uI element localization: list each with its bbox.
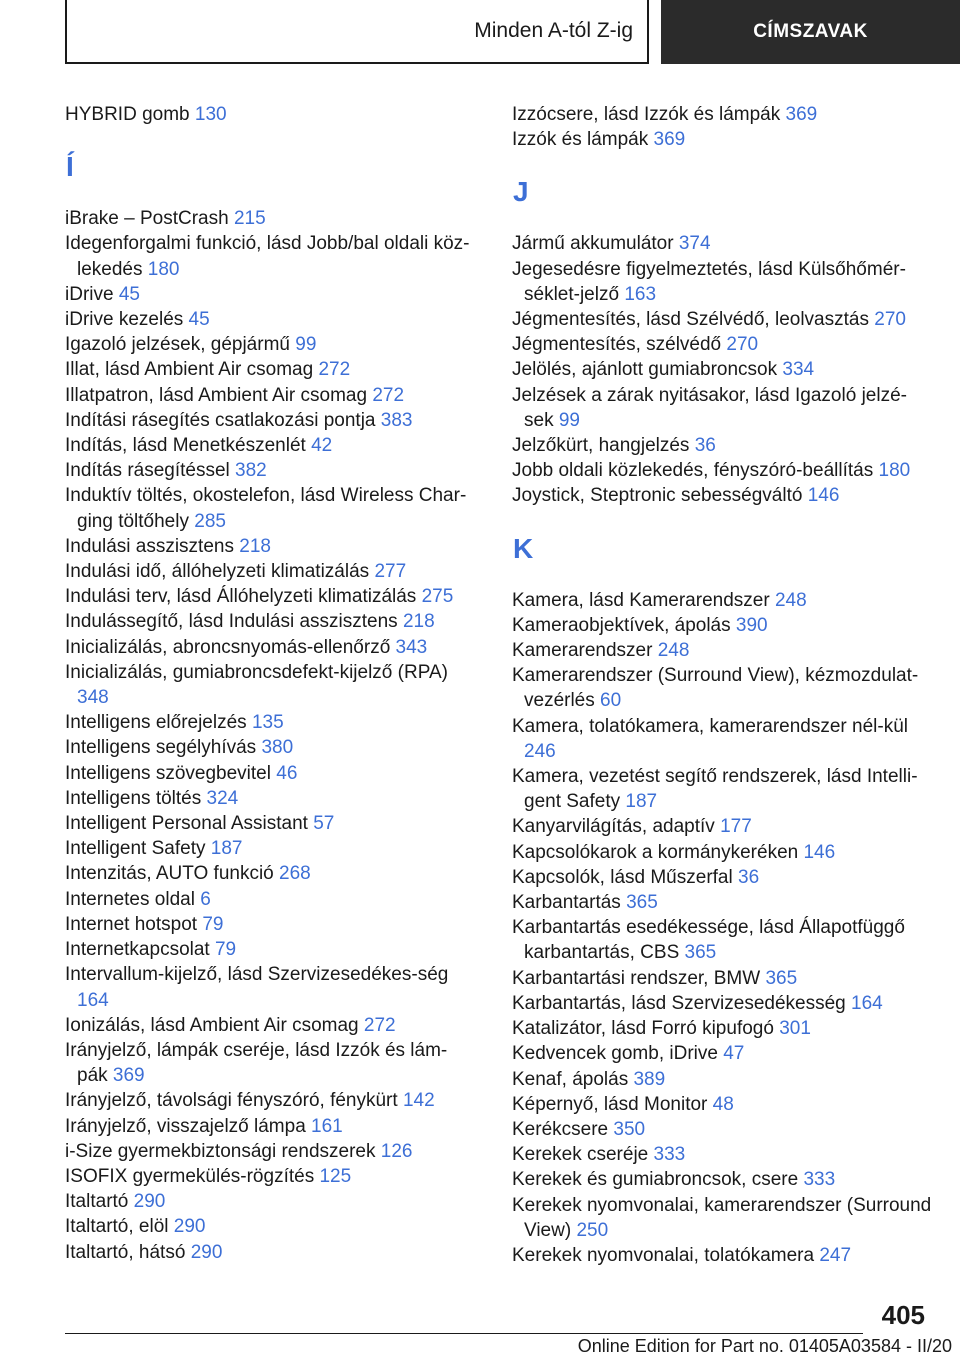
index-term: Karbantartás [512,892,621,914]
index-term: Intelligens töltés [65,787,202,809]
index-entry [65,1139,475,1164]
page-reference-link[interactable]: 350 [613,1118,646,1140]
index-term: Idegenforgalmi funkció, lásd Jobb/bal oldali köz-lekedés [65,233,470,280]
page-reference-link[interactable]: 218 [239,535,271,557]
page-reference-link[interactable]: 382 [235,460,267,482]
index-entry [65,1189,475,1214]
index-entry [512,1243,932,1268]
index-term: Kenaf, ápolás [512,1068,629,1090]
index-term: Inicializálás, gumiabroncsdefekt-kijelző (RPA) [65,661,448,683]
index-entry [65,660,475,710]
index-entry [65,231,475,281]
edition-footer: Online Edition for Part no. 01405A03584 - II/20 [577,1336,952,1356]
index-term: iDrive kezelés [65,309,184,331]
index-term: Kameraobjektívek, ápolás [512,614,731,636]
index-term: Kamera, vezetést segítő rendszerek, lásd Intelli-gent Safety [512,766,918,813]
page-reference-link[interactable]: 290 [133,1191,166,1213]
index-term: iDrive [65,283,114,305]
index-entry [65,811,475,836]
index-term: i-Size gyermekbiztonsági rendszerek [65,1140,376,1162]
index-term: Intelligens előrejelzés [65,712,247,734]
page-reference-link[interactable]: 333 [803,1169,836,1191]
index-entry [65,887,475,912]
index-entry [512,102,932,127]
section-tab [65,0,649,64]
index-term: Kamerarendszer (Surround View), kézmozdulat-vezérlés [512,665,919,712]
index-entry [65,1088,475,1113]
index-term: Intervallum-kijelző, lásd Szervizesedékes-ség [65,964,449,986]
index-term: Intenzitás, AUTO funkció [65,863,274,885]
index-entry [65,912,475,937]
index-entry [65,1038,475,1088]
page-reference-link[interactable]: 46 [276,762,298,784]
page-reference-link[interactable]: 348 [77,687,109,709]
index-entry [512,991,932,1016]
page-reference-link[interactable]: 248 [774,589,807,611]
index-term: Ionizálás, lásd Ambient Air csomag [65,1014,359,1036]
index-term: iBrake – PostCrash [65,208,229,230]
index-entry [512,483,932,508]
page-reference-link[interactable]: 177 [720,816,752,838]
page-reference-link[interactable]: 42 [311,435,333,457]
index-entry [512,966,932,991]
index-entry [65,861,475,886]
index-term: Jegesedésre figyelmeztetés, lásd Külsőhőmér-séklet-jelző [512,258,906,305]
page-reference-link[interactable]: 369 [785,104,818,125]
page-reference-link[interactable]: 218 [402,611,435,633]
index-letter-heading: J [513,176,529,208]
index-term: Indulási idő, állóhelyzeti klimatizálás [65,561,370,583]
page-reference-link[interactable]: 301 [779,1018,811,1040]
index-entry [65,1214,475,1239]
page-reference-link[interactable]: 334 [782,359,815,381]
index-term: Inicializálás, abroncsnyomás-ellenőrző [65,636,391,658]
index-entry [65,1013,475,1038]
page-reference-link[interactable]: 180 [878,460,911,482]
index-term: Irányjelző, visszajelző lámpa [65,1115,306,1137]
page-reference-link[interactable]: 6 [200,888,211,910]
index-entry [65,786,475,811]
page-reference-link[interactable]: 79 [202,913,224,935]
index-entry [65,383,475,408]
index-entry [512,865,932,890]
index-term: Kerekek nyomvonalai, kamerarendszer (Surround View) [512,1194,932,1241]
index-term: Jelzések a zárak nyitásakor, lásd Igazoló jelzé-sek [512,384,907,431]
page-reference-link[interactable]: 57 [313,813,335,835]
page-reference-link[interactable]: 45 [118,283,140,305]
chapter-tab [661,0,960,64]
index-entry [512,890,932,915]
index-entry [65,282,475,307]
page-reference-link[interactable]: 248 [657,640,690,662]
page-reference-link[interactable]: 290 [173,1216,206,1238]
page-reference-link[interactable]: 48 [712,1093,734,1115]
index-entry [512,915,932,965]
index-entry [512,764,932,814]
index-term: Italtartó, hátsó [65,1241,186,1263]
index-term: Illatpatron, lásd Ambient Air csomag [65,384,368,406]
page-reference-link[interactable]: 47 [723,1043,745,1065]
index-entry [65,102,475,127]
index-entry [65,761,475,786]
page-reference-link[interactable]: 275 [421,586,454,608]
index-term: Intelligens szövegbevitel [65,762,271,784]
index-entry [65,332,475,357]
index-entry [65,710,475,735]
page-reference-link[interactable]: 246 [524,740,556,762]
index-entry [512,814,932,839]
index-term: Internetkapcsolat [65,939,210,961]
index-term: Indulási terv, lásd Állóhelyzeti klimatizálás [65,586,417,608]
index-term: Kapcsolókarok a kormánykeréken [512,841,799,863]
index-term: Kerékcsere [512,1118,609,1140]
index-entry [512,1092,932,1117]
page-reference-link[interactable]: 146 [807,485,840,507]
index-term: Karbantartás, lásd Szervizesedékesség [512,992,846,1014]
page-reference-link[interactable]: 126 [380,1140,413,1162]
index-entry [65,962,475,1012]
index-term: Jármű akkumulátor [512,233,674,255]
index-entry [512,257,932,307]
index-entry [65,1114,475,1139]
index-term: Igazoló jelzések, gépjármű [65,334,290,356]
page-reference-link[interactable]: 285 [194,510,226,532]
index-term: Képernyő, lásd Monitor [512,1093,708,1115]
index-term: Kamera, tolatókamera, kamerarendszer nél-kül [512,715,909,737]
index-entry [512,127,932,152]
index-entry [512,458,932,483]
page-reference-link[interactable]: 142 [402,1090,435,1112]
index-column-right [512,102,932,1268]
index-column-left [65,102,475,1265]
index-term: Indítás rásegítéssel [65,460,230,482]
footer-divider [65,1333,863,1334]
index-term: Kanyarvilágítás, adaptív [512,816,715,838]
index-term: Jégmentesítés, lásd Szélvédő, leolvasztás [512,309,869,331]
index-entry [65,735,475,760]
page-reference-link[interactable]: 164 [851,992,883,1014]
page-reference-link[interactable]: 163 [624,283,657,305]
index-term: Indítás, lásd Menetkészenlét [65,435,306,457]
page-reference-link[interactable]: 389 [633,1068,666,1090]
page-reference-link[interactable]: 135 [251,712,284,734]
index-entry [65,534,475,559]
index-term: Karbantartás esedékessége, lásd Állapotfüggő karbantartás, CBS [512,917,905,964]
index-entry [65,559,475,584]
index-term: Intelligent Safety [65,838,206,860]
index-entry [65,937,475,962]
page-reference-link[interactable]: 369 [112,1065,145,1087]
page-reference-link[interactable]: 161 [311,1115,343,1137]
page-reference-link[interactable]: 99 [558,409,580,431]
page-reference-link[interactable]: 146 [803,841,836,863]
page-number: 405 [881,1300,925,1330]
index-term: Induktív töltés, okostelefon, lásd Wireless Char-ging töltőhely [65,485,467,532]
index-term: Irányjelző, távolsági fényszóró, fénykürt [65,1090,398,1112]
index-term: Indulási asszisztens [65,535,234,557]
index-entry [512,714,932,764]
index-letter-heading: Í [66,151,74,183]
page-reference-link[interactable]: 180 [147,258,180,280]
page-reference-link[interactable]: 60 [600,690,622,712]
index-term: Kamera, lásd Kamerarendszer [512,589,770,611]
index-entry [65,584,475,609]
index-entry [512,588,932,613]
page-reference-link[interactable]: 333 [653,1144,686,1166]
index-term: Illat, lásd Ambient Air csomag [65,359,314,381]
page-reference-link[interactable]: 324 [206,787,239,809]
index-entry [65,1240,475,1265]
index-term: Joystick, Steptronic sebességváltó [512,485,803,507]
index-entry [65,483,475,533]
index-entry [512,1193,932,1243]
index-term: Kapcsolók, lásd Műszerfal [512,866,733,888]
page-reference-link[interactable]: 380 [261,737,294,759]
index-entry [512,1016,932,1041]
page-reference-link[interactable]: 79 [214,939,237,961]
index-term: Kerekek nyomvonalai, tolatókamera [512,1244,815,1266]
index-term: Katalizátor, lásd Forró kipufogó [512,1018,774,1040]
index-term: Italtartó [65,1191,129,1213]
page-reference-link[interactable]: 250 [576,1219,609,1241]
page-reference-link[interactable]: 365 [626,892,658,914]
index-entry [512,1117,932,1142]
index-term: Internetes oldal [65,888,195,910]
index-term: Jégmentesítés, szélvédő [512,334,722,356]
index-term: Kamerarendszer [512,640,653,662]
index-entry [512,663,932,713]
index-term: Izzók és lámpák [512,129,649,151]
page-reference-link[interactable]: 369 [653,129,686,151]
page-reference-link[interactable]: 247 [819,1244,852,1266]
index-entry [512,357,932,382]
page-reference-link[interactable]: 390 [735,614,768,636]
index-term: Internet hotspot [65,913,198,935]
page-reference-link[interactable]: 268 [279,863,311,885]
page-reference-link[interactable]: 164 [77,989,109,1011]
page-reference-link[interactable]: 383 [380,409,413,431]
page-reference-link[interactable]: 45 [188,309,210,331]
index-entry [65,206,475,231]
index-term: ISOFIX gyermekülés-rögzítés [65,1165,315,1187]
index-term: Jelzőkürt, hangjelzés [512,435,690,457]
index-entry [512,1167,932,1192]
index-entry [65,357,475,382]
page-reference-link[interactable]: 187 [210,838,243,860]
index-entry [65,1164,475,1189]
index-term: Intelligent Personal Assistant [65,813,308,835]
index-term: Kerekek és gumiabroncsok, csere [512,1169,799,1191]
chapter-tab-label: CÍMSZAVAK [753,21,868,42]
page-reference-link[interactable]: 365 [684,942,717,964]
index-entry [512,383,932,433]
page-reference-link[interactable]: 272 [318,359,351,381]
page-reference-link[interactable]: 125 [319,1165,352,1187]
index-term: Kedvencek gomb, iDrive [512,1043,718,1065]
page-reference-link[interactable]: 270 [874,309,906,331]
index-term: Indítási rásegítés csatlakozási pontja [65,409,376,431]
page-reference-link[interactable]: 270 [726,334,759,356]
index-entry [512,433,932,458]
index-entry [65,836,475,861]
index-term: Indulássegítő, lásd Indulási asszisztens [65,611,398,633]
index-term: Izzócsere, lásd Izzók és lámpák [512,104,781,125]
page-reference-link[interactable]: 290 [190,1241,223,1263]
page-reference-link[interactable]: 99 [295,334,317,356]
index-entry [65,408,475,433]
index-entry [512,1142,932,1167]
page-reference-link[interactable]: 365 [765,967,798,989]
index-entry [512,231,932,256]
index-entry [65,609,475,634]
index-entry [65,433,475,458]
section-tab-label: Minden A-tól Z-ig [474,19,633,42]
index-entry [512,332,932,357]
index-entry [65,307,475,332]
index-entry [512,840,932,865]
page-reference-link[interactable]: 215 [233,208,266,230]
index-term: Jobb oldali közlekedés, fényszóró-beállítás [512,460,874,482]
index-entry [512,613,932,638]
page-reference-link[interactable]: 272 [363,1014,396,1036]
page-reference-link[interactable]: 343 [395,636,428,658]
page-reference-link[interactable]: 130 [194,104,227,125]
index-term: Irányjelző, lámpák cseréje, lásd Izzók és lám-pák [65,1039,448,1087]
index-term: HYBRID gomb [65,104,190,125]
index-entry [65,458,475,483]
page-reference-link[interactable]: 187 [625,791,658,813]
page-reference-link[interactable]: 374 [678,233,711,255]
index-entry [512,1041,932,1066]
index-entry [512,307,932,332]
index-entry [65,635,475,660]
index-term: Intelligens segélyhívás [65,737,257,759]
index-term: Kerekek cseréje [512,1144,649,1166]
page-reference-link[interactable]: 36 [738,866,760,888]
index-letter-heading: K [513,532,534,564]
page-reference-link[interactable]: 272 [372,384,405,406]
page-reference-link[interactable]: 277 [374,561,407,583]
index-term: Jelölés, ajánlott gumiabroncsok [512,359,778,381]
index-term: Italtartó, elöl [65,1216,169,1238]
index-entry [512,1067,932,1092]
page-reference-link[interactable]: 36 [694,435,716,457]
index-entry [512,638,932,663]
index-term: Karbantartási rendszer, BMW [512,967,761,989]
